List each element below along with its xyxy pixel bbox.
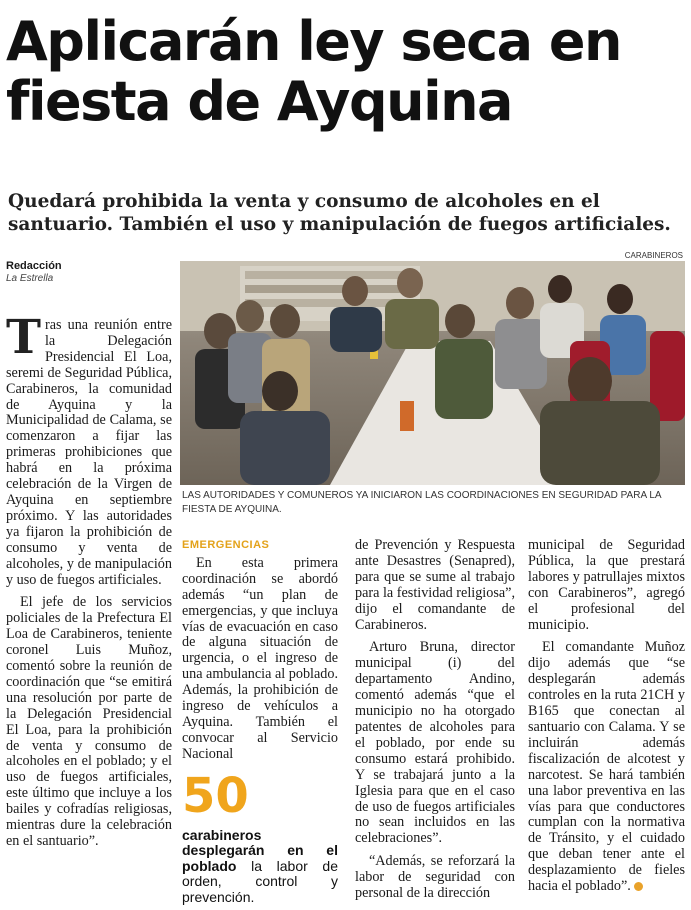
- article-paragraph: En esta primera coordinación se abordó además “un plan de emergencias, y que incluya vías de evacuación en caso de alguna situación de urgencia, o el ingreso de una ambulancia al poblado. Además, la prohibición de ingreso de vehículos a Ayquina. También el convocar al Servicio Nacional: [182, 554, 339, 762]
- photo-caption: LAS AUTORIDADES Y COMUNEROS YA INICIARON LAS COORDINACIONES EN SEGURIDAD PARA LA FIESTA DE AYQUINA.: [182, 490, 662, 515]
- article-column-1: [6, 310, 172, 857]
- article-paragraph: El comandante Muñoz dijo además que “se desplegarán además controles en la ruta 21CH y B165 que conectan al santuario con Calama. Y se incluirán además fiscalización de alcotest y narcotest. Se hará también una labor preventiva en las vías para que conductores cumplan con la normativa de Tránsito, y el cuidado que deban tener ante el desplazamiento de fieles hacia el poblado”.: [528, 639, 685, 895]
- article-paragraph: Arturo Bruna, director municipal (i) del departamento Andino, comentó además “que el municipio no ha otorgado patentes de alcoholes para el poblado, por ende su consumo estará prohibido. Y se trabajará junto a la Iglesia para que en el caso de uso de fuegos artificiales no sean incluidos en las celebraciones”.: [355, 639, 515, 847]
- byline-author: Redacción: [6, 260, 62, 272]
- stat-number: 50: [182, 767, 249, 824]
- article-column-2: [182, 538, 338, 905]
- end-mark-icon: [634, 882, 643, 891]
- dropcap: T: [6, 310, 41, 365]
- subheadline: Quedará prohibida la venta y consumo de alcoholes en el santuario. También el uso y manipulación de fuegos artificiales.: [8, 191, 671, 235]
- article-column-4: [528, 538, 685, 902]
- article-paragraph: municipal de Seguridad Pública, la que prestará labores y patrullajes mixtos con Carabineros”, agregó el profesional del municipio.: [528, 537, 685, 633]
- news-photo: [180, 261, 685, 485]
- headline: Aplicarán ley seca en fiesta de Ayquina: [6, 10, 621, 133]
- article-paragraph: de Prevención y Respuesta ante Desastres (Senapred), para que se sume al trabajo para la festividad religiosa”, dijo el comandante de Carabineros.: [355, 537, 515, 633]
- meeting-photo-illustration: [180, 261, 685, 485]
- stat-label: carabineros desplegarán en el poblado la labor de orden, control y prevención.: [182, 826, 338, 905]
- photo-credit: CARABINEROS: [624, 251, 683, 260]
- article-paragraph: Tras una reunión entre la Delegación Presidencial El Loa, seremi de Seguridad Pública, Carabineros, la comunidad de Ayquina y la Municipalidad de Calama, se comenzaron a fijar las primeras prohibiciones que habrá en la próxima celebración de la Virgen de Ayquina en septiembre próximo. Y las autoridades ya fijaron la prohibición de consumo y venta de alcoholes, y de manipulación y uso de fuegos artificiales.: [6, 310, 172, 588]
- article-paragraph: El jefe de los servicios policiales de la Prefectura El Loa de Carabineros, teniente coronel Luis Muñoz, comentó sobre la reunión de coordinación que “se emitirá una resolución por parte de la Delegación Presidencial El Loa, para la prohibición de venta y consumo de alcoholes en el poblado; y el uso de fuegos artificiales, este último que incluye a los bailes y cofradías religiosas, mientras dure la celebración en el santuario”.: [6, 594, 172, 849]
- section-label: EMERGENCIAS: [182, 539, 270, 551]
- article-paragraph: “Además, se reforzará la labor de seguridad con personal de la dirección: [355, 853, 515, 902]
- article-column-3: [355, 538, 515, 909]
- byline-outlet: La Estrella: [6, 273, 54, 284]
